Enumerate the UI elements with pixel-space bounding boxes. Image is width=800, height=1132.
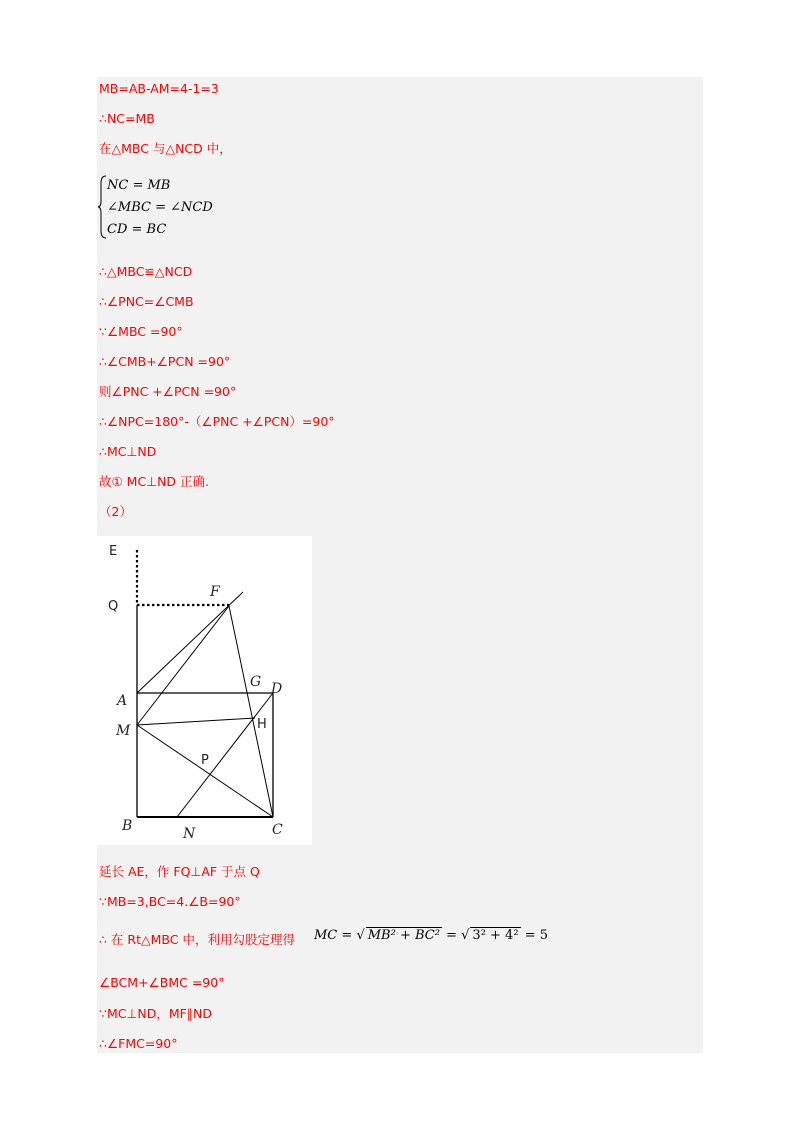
text-line: ∵MC⊥ND，MF∥ND [99,1006,213,1021]
line-ND [177,693,273,817]
label-D: D [271,681,283,697]
line-FC [229,606,273,817]
eq-lhs: MC [314,928,338,943]
label-H: H [257,717,267,732]
eq-sign: = [341,928,353,943]
text-line: MB=AB-AM=4-1=3 [99,81,219,96]
text-line: ∴△MBC≌△NCD [99,264,193,279]
eq-result: = 5 [524,928,548,943]
line-MC [137,725,273,817]
eq-sqrt-2: 3² + 4² [472,928,519,943]
label-E: E [109,544,118,559]
text-line: ∴∠CMB+∠PCN =90° [99,354,231,369]
eq-sqrt-1: MB² + BC² [367,928,440,943]
text-line: 故① MC⊥ND 正确. [99,474,210,489]
geometry-figure [97,536,312,845]
label-P: P [201,753,209,768]
line-AF [137,592,243,693]
sqrt-symbol: √ [356,928,365,943]
label-F: F [210,584,220,600]
text-line: ∴∠NPC=180°-（∠PNC +∠PCN）=90° [99,414,335,429]
text-line: ∴ 在 Rt△MBC 中，利用勾股定理得 [99,932,295,947]
line-MF [137,606,229,725]
sqrt-symbol: √ [461,928,470,943]
label-G: G [250,674,262,690]
text-line: ∴NC=MB [99,111,155,126]
eq-sign: = [446,928,457,943]
label-C: C [272,822,283,838]
text-line: 延长 AE，作 FQ⊥AF 于点 Q [99,864,260,879]
text-line: 则∠PNC +∠PCN =90° [99,384,237,399]
text-line: ∴∠FMC=90° [99,1036,178,1051]
pythagoras-equation [314,927,548,943]
line-MH [137,718,255,725]
text-line: （2） [99,504,132,519]
system-brace [97,175,107,239]
label-N: N [183,826,196,842]
text-line: ∴MC⊥ND [99,444,157,459]
label-M: M [116,723,131,739]
system-eq-2: ∠MBC = ∠NCD [107,200,213,215]
label-A: A [117,693,128,709]
label-B: B [122,818,133,834]
text-line: ∴∠PNC=∠CMB [99,294,194,309]
text-line: ∵∠MBC =90° [99,324,183,339]
geometry-diagram [97,536,312,845]
text-line: 在△MBC 与△NCD 中， [99,141,232,156]
label-Q: Q [108,599,119,614]
text-line: ∵MB=3,BC=4.∠B=90° [99,894,241,909]
system-eq-1: NC = MB [107,178,171,193]
text-line: ∠BCM+∠BMC =90° [99,975,225,990]
system-eq-3: CD = BC [107,222,167,237]
